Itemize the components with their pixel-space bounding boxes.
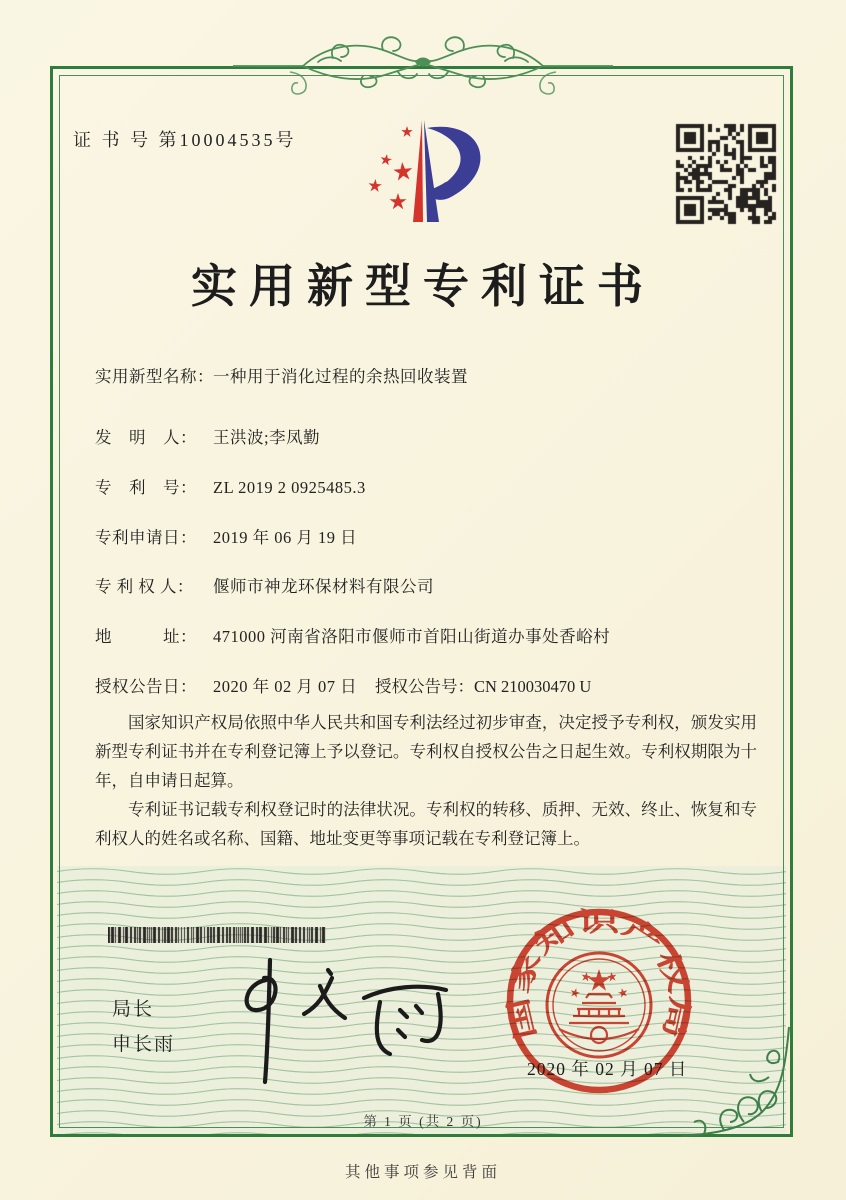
certificate-number: 证 书 号 第10004535号 [73, 130, 297, 150]
field-value: CN 210030470 U [474, 677, 592, 696]
field-label: 地 址： [95, 627, 197, 646]
field-label: 实用新型名称： [95, 367, 214, 386]
back-side-note: 其他事项参见背面 [344, 1164, 501, 1181]
director-name: 申长雨 [112, 1034, 176, 1055]
field-row-filing-date [95, 524, 760, 548]
field-label: 专 利 权 人： [95, 577, 194, 596]
field-row-patent-number [95, 474, 760, 498]
grant-number-pair [375, 673, 591, 697]
certificate-title: 实用新型专利证书 [191, 261, 655, 312]
barcode [108, 927, 328, 943]
body-paragraph-1: 国家知识产权局依照中华人民共和国专利法经过初步审查，决定授予专利权，颁发实用新型专利证书并在专利登记簿上予以登记。专利权自授权公告之日起生效。专利权期限为十年，自申请日起算。 [95, 713, 757, 790]
seal-date: 2020 年 02 月 07 日 [527, 1059, 688, 1079]
field-value: 2019 年 06 月 19 日 [213, 528, 358, 547]
corner-curl-icon [288, 70, 314, 96]
field-value: 一种用于消化过程的余热回收装置 [213, 367, 468, 386]
field-row-address [95, 623, 760, 647]
field-value: ZL 2019 2 0925485.3 [213, 478, 366, 497]
field-value: 471000 河南省洛阳市偃师市首阳山街道办事处香峪村 [213, 627, 611, 646]
field-label: 发 明 人： [95, 428, 197, 447]
field-row-utility-model-name [95, 363, 760, 387]
national-emblem-icon [547, 953, 651, 1057]
field-label: 授权公告号： [375, 677, 474, 696]
director-title: 局长 [112, 999, 155, 1020]
body-paragraph-2: 专利证书记载专利权登记时的法律状况。专利权的转移、质押、无效、终止、恢复和专利权人的姓名或名称、国籍、地址变更等事项记载在专利登记簿上。 [95, 800, 757, 848]
field-label: 专利申请日： [95, 528, 197, 547]
field-value: 王洪波;李凤勤 [213, 428, 321, 447]
cnipa-logo-icon [343, 110, 543, 248]
director-signature-icon [232, 950, 462, 1090]
page-number: 第 1 页 (共 2 页) [363, 1114, 483, 1129]
field-value: 偃师市神龙环保材料有限公司 [213, 577, 434, 596]
corner-curl-icon [532, 70, 558, 96]
field-row-grant-date [95, 673, 760, 697]
qr-code [672, 120, 780, 228]
seal-ring-text: 国家知识产权局 [503, 906, 695, 1043]
field-value: 2020 年 02 月 07 日 [213, 677, 358, 696]
legal-body-text [95, 708, 757, 853]
field-label: 专 利 号： [95, 478, 197, 497]
field-row-patentee [95, 573, 760, 597]
field-row-inventor [95, 424, 760, 448]
field-label: 授权公告日： [95, 677, 197, 696]
